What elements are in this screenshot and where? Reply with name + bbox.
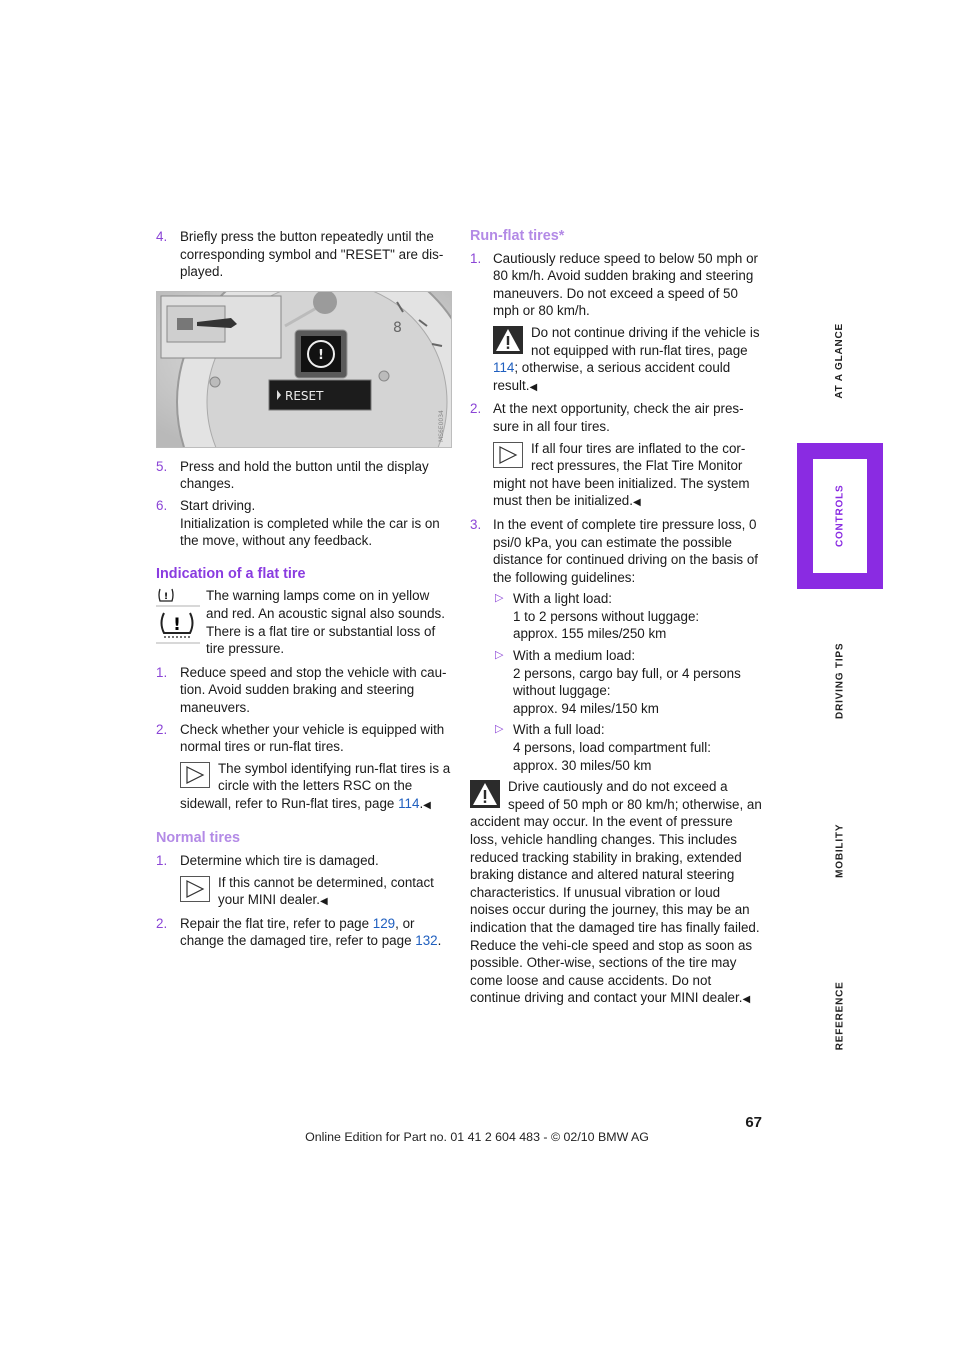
runflat-warning-1 [470,324,762,396]
note-triangle-icon [493,442,523,468]
step-text: Determine which tire is damaged. [180,853,379,869]
tire-warning-icons [156,587,200,649]
svg-text:8: 8 [393,319,402,336]
end-mark-icon: ◀ [632,497,641,509]
step-number: 2. [156,915,168,931]
page-link-114[interactable]: 114 [493,360,515,376]
load-detail: 1 to 2 persons without luggage: [513,608,700,624]
svg-text:!: ! [318,347,324,363]
step-text: Cautiously reduce speed to below 50 mph or 80 km/h. Avoid sudden braking and steering maneuvers. Do not exceed a speed of 50 mph or 80 km/h. [493,250,758,319]
flat-note [156,760,452,815]
tire-pressure-warning-small-icon [159,589,173,602]
normal-step-2 [156,915,452,950]
step-number: 1. [156,664,168,680]
end-mark-icon: ◀ [423,799,431,811]
step-text: At the next opportunity, check the air pres-sure in all four tires. [493,401,744,434]
step-text: Press and hold the button until the display changes. [180,458,429,492]
page-link-114[interactable]: 114 [398,795,420,811]
tab-mobility[interactable] [797,786,883,916]
load-title: With a light load: [513,591,612,607]
flat-tire-intro [156,587,452,657]
tab-label: CONTROLS [834,484,846,548]
end-mark-icon: ◀ [529,381,538,393]
note-end: . [419,795,424,811]
load-detail: 4 persons, load compartment full: [513,740,711,756]
step-number: 3. [470,516,482,532]
note-triangle-icon [180,762,210,788]
tab-reference[interactable] [797,951,883,1081]
display-reset-label: RESET [285,388,324,403]
page-link-129[interactable]: 129 [372,915,396,931]
runflat-warning-2 [470,778,762,1009]
normal-step-1 [156,852,452,870]
tab-label: DRIVING TIPS [834,642,846,720]
flat-step-2 [156,721,452,756]
tire-pressure-warning-large-icon [162,613,193,637]
warning-end: ; otherwise, a serious accident could result. [493,360,731,393]
section-tabs [797,296,883,1066]
note-text: If this cannot be determined, contact your MINI dealer. [218,874,434,908]
step-text: Briefly press the button repeatedly until the corresponding symbol and "RESET" are dis-played. [180,229,444,280]
step-text-cont: , or change the damaged tire, refer to page [180,915,416,949]
step-text: Reduce speed and stop the vehicle with cau-tion. Avoid sudden braking and steering maneuvers. [180,664,447,715]
load-detail: 2 persons, cargo bay full, or 4 persons without luggage: [513,665,741,699]
load-medium [493,647,762,717]
step-text: Check whether your vehicle is equipped with normal tires or run-flat tires. [180,721,445,755]
step-number: 1. [470,250,482,266]
normal-note [156,874,452,911]
right-column [470,228,762,1009]
warning-icon [493,326,523,354]
step-subtext: Initialization is completed while the car is on the move, without any feedback. [180,515,440,549]
step-number: 2. [470,401,482,417]
tab-label: MOBILITY [834,823,846,879]
svg-text:!: ! [163,592,169,603]
step-end: . [437,933,442,949]
runflat-note [470,440,762,512]
step-number: 1. [156,853,168,869]
end-mark-icon: ◀ [742,994,751,1006]
step-number: 5. [156,458,168,474]
flat-step-1 [156,664,452,717]
load-light [493,590,762,643]
load-title: With a medium load: [513,648,636,664]
note-text: The symbol identifying run-flat tires is a circle with the letters RSC on the sidewall, refer to Run-flat tires, page [180,760,451,811]
step-number: 6. [156,497,168,513]
page-number: 67 [745,1114,762,1131]
heading-run-flat-tires: Run-flat tires* [470,228,565,244]
note-triangle-icon [180,876,210,902]
step-6 [156,497,452,550]
warning-text: Drive cautiously and do not exceed a speed of 50 mph or 80 km/h; otherwise, an accident may occur. In the event of pressure loss, vehicle handling changes. This includes reduced tracking stability in braking, extended braking distance and altered natural steering characteristics. [470,779,762,900]
svg-text:!: ! [173,615,181,636]
step-text: Start driving. [180,497,256,513]
heading-normal-tires: Normal tires [156,830,240,847]
note-text: If all four tires are inflated to the cor-rect pressures, the Flat Tire Monitor might not have been initialized. The system must then be initialized. [493,440,750,509]
runflat-step-3 [470,516,762,774]
warning-icon [470,780,500,808]
warning-text: Do not continue driving if the vehicle is not equipped with run-flat tires, page [531,324,760,358]
page-link-132[interactable]: 132 [415,933,438,949]
bullet-triangle-icon: ▷ [495,723,504,736]
bullet-triangle-icon: ▷ [495,649,504,662]
instrument-display-image [156,291,452,448]
load-distance: approx. 94 miles/150 km [513,700,659,716]
image-code: MS6E0034 [438,409,445,442]
step-number: 4. [156,229,168,244]
load-full [493,721,762,774]
runflat-step-1 [470,250,762,320]
load-distance: approx. 30 miles/50 km [513,757,652,773]
flat-tire-intro-text: The warning lamps come on in yellow and red. An acoustic signal also sounds. There is a flat tire or substantial loss of tire pressure. [206,588,445,657]
speedometer-illustration [157,292,451,447]
tab-label: AT A GLANCE [834,323,846,399]
load-title: With a full load: [513,722,605,738]
heading-flat-tire: Indication of a flat tire [156,565,306,582]
bullet-triangle-icon: ▷ [495,592,504,605]
tab-driving-tips[interactable] [797,616,883,746]
tab-controls[interactable] [797,443,883,589]
step-text: In the event of complete tire pressure loss, 0 psi/0 kPa, you can estimate the possible distance for continued driving on the basis of the following guidelines: [493,516,759,585]
tab-label: REFERENCE [834,981,846,1051]
step-number: 2. [156,721,168,737]
footer-edition: Online Edition for Part no. 01 41 2 604 483 - © 02/10 BMW AG [305,1130,649,1144]
left-column [156,228,452,954]
load-distance: approx. 155 miles/250 km [513,626,667,642]
tab-at-a-glance[interactable] [797,296,883,426]
step-text: Repair the flat tire, refer to page [180,915,373,931]
tab-controls-inner [813,459,867,573]
step-4 [156,228,452,281]
end-mark-icon: ◀ [319,896,328,908]
runflat-step-2 [470,400,762,435]
step-5 [156,458,452,493]
warning-text-2: If unusual vibration or loud noises occur during the journey, this may be an indication that the damaged tire has finally failed. Reduce the vehi-cle speed and stop as soon as possible. Other-wise, sections of the tire may come loose and cause accidents. Do not continue driving and contact your MINI dealer. [470,884,760,1006]
